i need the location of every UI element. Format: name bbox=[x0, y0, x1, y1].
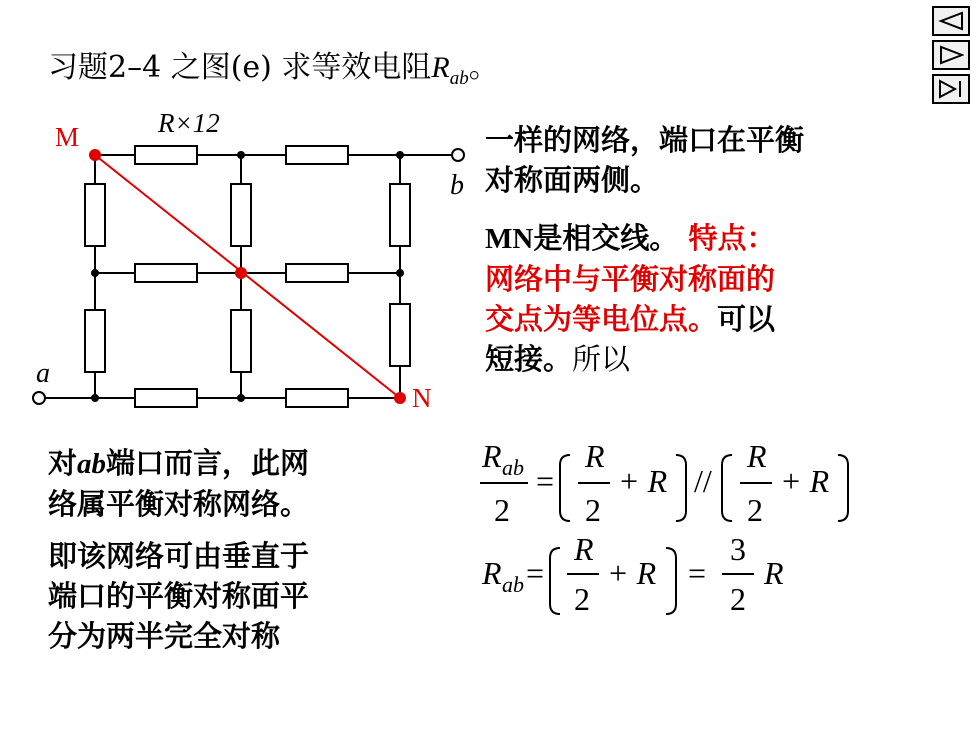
svg-text:+ R: + R bbox=[618, 463, 668, 499]
slide-nav bbox=[932, 6, 974, 108]
right-text-1: 一样的网络，端口在平衡 对称面两侧。 bbox=[485, 123, 805, 197]
svg-text:2: 2 bbox=[730, 581, 746, 617]
equation-2 bbox=[470, 528, 910, 628]
resistor-count-label: R×12 bbox=[158, 108, 220, 138]
last-slide-button[interactable] bbox=[932, 74, 970, 104]
last-icon bbox=[937, 79, 965, 99]
svg-text:ab: ab bbox=[502, 455, 524, 480]
svg-text:+ R: + R bbox=[780, 463, 830, 499]
svg-text:R: R bbox=[585, 438, 605, 474]
next-icon bbox=[938, 45, 964, 65]
label-M: M bbox=[55, 122, 80, 152]
resistor bbox=[85, 310, 105, 372]
label-N: N bbox=[412, 383, 432, 413]
svg-text:=: = bbox=[526, 555, 545, 591]
svg-text:R: R bbox=[574, 531, 594, 567]
svg-text:2: 2 bbox=[747, 492, 763, 528]
svg-text:2: 2 bbox=[585, 492, 601, 528]
label-a: a bbox=[36, 358, 50, 389]
resistor bbox=[85, 184, 105, 246]
svg-text:2: 2 bbox=[574, 581, 590, 617]
resistor bbox=[135, 146, 197, 164]
svg-text:3: 3 bbox=[730, 531, 746, 567]
circuit-diagram bbox=[0, 0, 480, 430]
resistor bbox=[286, 146, 348, 164]
svg-text:R: R bbox=[747, 438, 767, 474]
terminal-b bbox=[452, 149, 464, 161]
svg-text://: // bbox=[694, 463, 712, 499]
svg-text:=: = bbox=[536, 463, 555, 499]
page-title: 习题2–4 之图(e) 求等效电阻$R_{ab}$。 bbox=[48, 50, 499, 89]
resistor bbox=[231, 184, 251, 246]
left-text: 对ab端口而言，此网 络属平衡对称网络。 即该网络可由垂直于 端口的平衡对称面平 分为两半完全对称 bbox=[48, 446, 310, 653]
svg-text:R: R bbox=[482, 555, 502, 591]
next-slide-button[interactable] bbox=[932, 40, 970, 70]
svg-text:ab: ab bbox=[502, 572, 524, 597]
terminal-a bbox=[33, 392, 45, 404]
resistor bbox=[286, 264, 348, 282]
symmetry-line bbox=[95, 155, 400, 398]
right-text-2: MN是相交线。 特点： 网络中与平衡对称面的 交点为等电位点。可以 短接。所以 bbox=[485, 221, 776, 376]
node-M bbox=[89, 149, 101, 161]
resistor bbox=[286, 389, 348, 407]
resistor bbox=[390, 184, 410, 246]
label-b: b bbox=[450, 170, 464, 201]
prev-slide-button[interactable] bbox=[932, 6, 970, 36]
node-center bbox=[235, 267, 247, 279]
svg-text:2: 2 bbox=[494, 492, 510, 528]
node-N bbox=[394, 392, 406, 404]
equation-1 bbox=[470, 425, 910, 535]
resistor bbox=[135, 264, 197, 282]
resistor bbox=[390, 304, 410, 366]
resistor bbox=[231, 310, 251, 372]
resistor bbox=[135, 389, 197, 407]
svg-text:+ R: + R bbox=[607, 555, 657, 591]
prev-icon bbox=[938, 11, 964, 31]
eq1-num: R bbox=[482, 438, 502, 474]
svg-text:=: = bbox=[688, 555, 707, 591]
svg-text:R: R bbox=[764, 555, 784, 591]
